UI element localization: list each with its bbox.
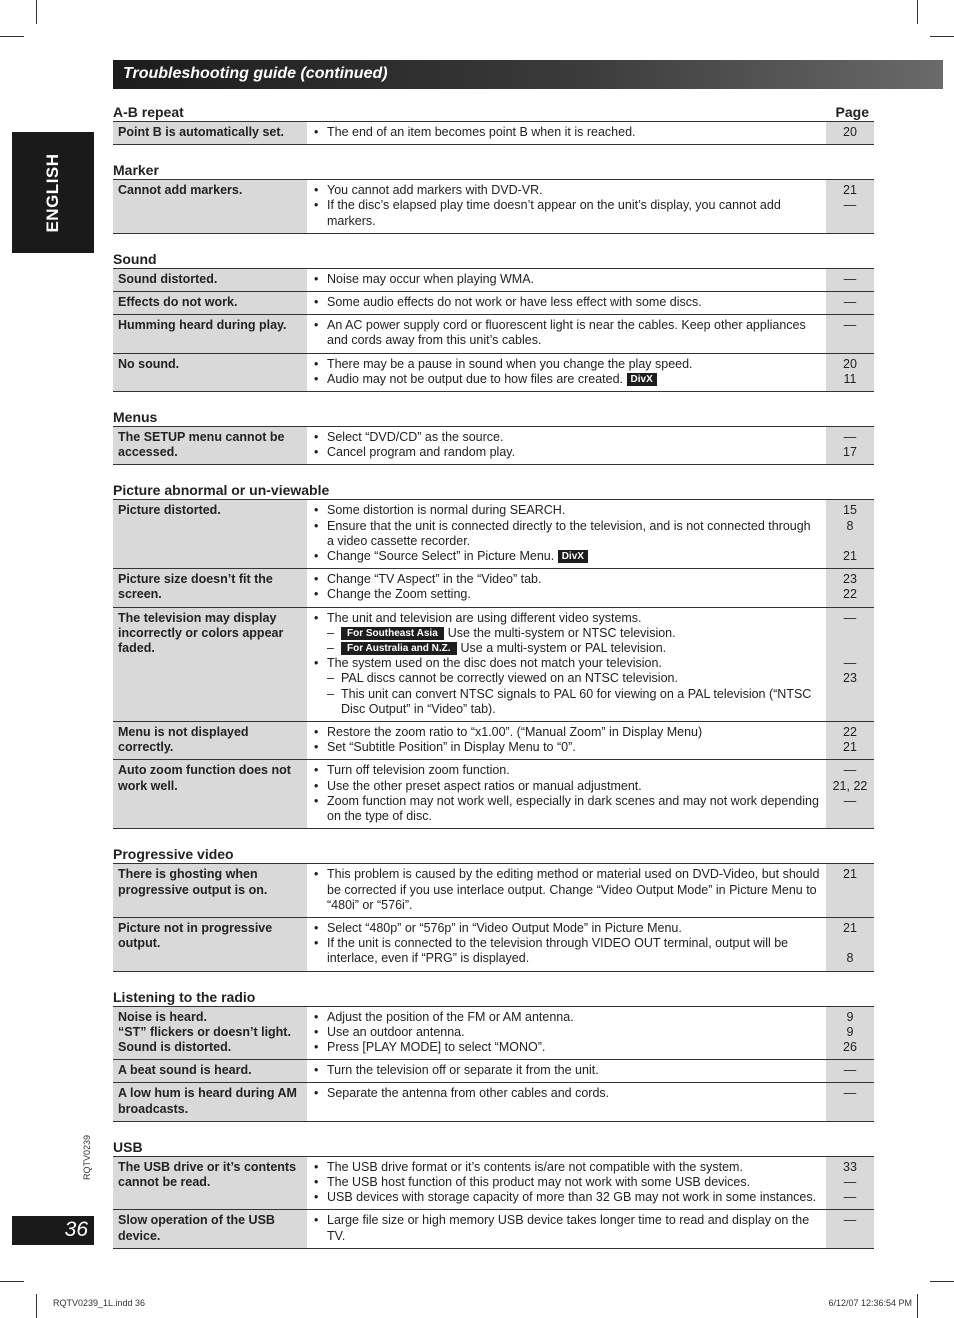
solution-cell <box>307 569 826 607</box>
troubleshooting-table <box>113 1006 874 1122</box>
solution-cell <box>307 353 826 391</box>
section-title: Progressive video <box>113 846 234 863</box>
page-ref-cell <box>826 292 874 315</box>
page-ref: 21 <box>843 920 857 935</box>
page-ref-cell <box>826 917 874 971</box>
problem-text: Sound distorted. <box>118 271 218 286</box>
solution-subitem <box>313 626 820 641</box>
page-ref-cell <box>826 569 874 607</box>
table-row <box>113 1060 874 1083</box>
troubleshooting-table <box>113 1156 874 1249</box>
solution-item <box>313 725 820 740</box>
troubleshooting-content <box>113 100 874 1249</box>
page-ref: 8 <box>846 951 854 966</box>
page-ref: — <box>843 1190 857 1205</box>
solution-text: Adjust the position of the FM or AM antenna. <box>327 1009 574 1024</box>
problem-text: Menu is not displayed correctly. <box>118 725 249 755</box>
section-header <box>113 842 874 862</box>
problem-cell <box>113 353 307 391</box>
region-tag: For Southeast Asia <box>341 627 444 640</box>
solution-cell <box>307 1060 826 1083</box>
solution-text: Some distortion is normal during SEARCH. <box>327 503 566 518</box>
solution-item <box>313 611 820 626</box>
section-gap <box>113 829 874 842</box>
page-ref: 11 <box>843 371 857 386</box>
page-ref: — <box>843 295 857 310</box>
solution-item <box>313 1213 820 1243</box>
solution-text: There may be a pause in sound when you change the play speed. <box>327 356 693 371</box>
section-title: Sound <box>113 250 157 267</box>
page-number: 36 <box>64 1218 88 1241</box>
section-header <box>113 1135 874 1155</box>
solution-cell <box>307 1083 826 1121</box>
solution-item <box>313 936 820 966</box>
footer-timestamp: 6/12/07 12:36:54 PM <box>828 1298 912 1308</box>
page-ref-cell <box>826 122 874 145</box>
solution-item <box>313 198 820 228</box>
solution-cell <box>307 760 826 829</box>
solution-cell <box>307 427 826 465</box>
solution-text: Ensure that the unit is connected directly to the television, and is not connected through a video cassette recorder. <box>327 518 811 548</box>
solution-text: If the disc’s elapsed play time doesn’t appear on the unit’s display, you cannot add markers. <box>327 198 781 228</box>
table-row <box>113 1083 874 1121</box>
page-ref: — <box>843 1086 857 1101</box>
page-ref: 8 <box>846 518 854 533</box>
solution-text: Turn off television zoom function. <box>327 763 510 778</box>
page-ref: 21 <box>843 183 857 198</box>
section-header <box>113 158 874 178</box>
table-row <box>113 1156 874 1210</box>
solution-text: Use a multi-system or PAL television. <box>460 641 667 656</box>
page-ref: 9 <box>846 1024 854 1039</box>
page-ref-cell <box>826 1060 874 1083</box>
solution-cell <box>307 122 826 145</box>
header-bar <box>113 60 943 89</box>
problem-cell <box>113 500 307 569</box>
page-ref: 15 <box>843 503 857 518</box>
solution-text: The USB host function of this product may not work with some USB devices. <box>327 1174 751 1189</box>
solution-item <box>313 1025 820 1040</box>
table-row <box>113 1006 874 1060</box>
table-row <box>113 917 874 971</box>
solution-item <box>313 572 820 587</box>
page-ref: — <box>843 271 857 286</box>
language-tab <box>12 132 94 253</box>
solution-item <box>313 656 820 671</box>
crop-mark <box>930 36 954 37</box>
solution-cell <box>307 180 826 234</box>
problem-cell <box>113 864 307 918</box>
problem-text: Picture not in progressive output. <box>118 920 273 951</box>
solution-text: Zoom function may not work well, especially in dark scenes and may not work depending on the type of disc. <box>327 793 819 824</box>
solution-cell <box>307 864 826 918</box>
problem-text: A low hum is heard during AM broadcasts. <box>118 1086 297 1116</box>
table-row <box>113 1210 874 1248</box>
problem-cell <box>113 760 307 829</box>
language-label: ENGLISH <box>43 152 62 233</box>
solution-cell <box>307 917 826 971</box>
troubleshooting-table <box>113 426 874 465</box>
table-row <box>113 569 874 607</box>
solution-text: Some audio effects do not work or have less effect with some discs. <box>327 295 702 310</box>
solution-text: Restore the zoom ratio to “x1.00”. (“Manual Zoom” in Display Menu) <box>327 725 703 740</box>
crop-mark <box>917 1294 918 1318</box>
solution-subitem <box>313 687 820 717</box>
problem-text: The television may display incorrectly or colors appear faded. <box>118 610 284 656</box>
solution-cell <box>307 607 826 721</box>
page-ref: — <box>843 1213 857 1228</box>
section-header <box>113 100 874 120</box>
page-ref-cell <box>826 315 874 353</box>
solution-cell <box>307 1210 826 1248</box>
crop-mark <box>36 0 37 24</box>
problem-cell <box>113 1156 307 1210</box>
problem-text: “ST” flickers or doesn’t light. <box>118 1024 291 1039</box>
page-ref: 9 <box>846 1009 854 1024</box>
solution-item <box>313 779 820 794</box>
solution-cell <box>307 292 826 315</box>
page-ref-cell <box>826 353 874 391</box>
section-gap <box>113 972 874 985</box>
solution-text: The system used on the disc does not match your television. <box>327 656 662 671</box>
troubleshooting-table <box>113 499 874 829</box>
problem-text: The SETUP menu cannot be accessed. <box>118 430 285 460</box>
page-ref: 23 <box>843 572 857 587</box>
page-number-box <box>12 1216 94 1245</box>
page-ref: 23 <box>843 671 857 686</box>
problem-text: Sound is distorted. <box>118 1039 232 1054</box>
page-ref: — <box>843 1174 857 1189</box>
problem-cell <box>113 268 307 291</box>
page-ref-cell <box>826 864 874 918</box>
solution-item <box>313 445 820 460</box>
solution-item <box>313 183 820 198</box>
section-title: Listening to the radio <box>113 988 256 1005</box>
solution-cell <box>307 315 826 353</box>
page-ref: — <box>843 763 857 778</box>
solution-text: Press [PLAY MODE] to select “MONO”. <box>327 1039 546 1054</box>
problem-cell <box>113 722 307 760</box>
solution-item <box>313 1010 820 1025</box>
page-ref: 33 <box>843 1159 857 1174</box>
page-ref: 22 <box>843 587 857 602</box>
problem-text: Auto zoom function does not work well. <box>118 763 291 793</box>
page-ref-cell <box>826 500 874 569</box>
solution-text: Large file size or high memory USB device takes longer time to read and display on the TV. <box>327 1213 810 1243</box>
solution-text: Change “Source Select” in Picture Menu. <box>327 549 555 564</box>
solution-item <box>313 503 820 518</box>
page-ref: 21, 22 <box>832 778 868 793</box>
solution-item <box>313 519 820 549</box>
page-ref-cell <box>826 607 874 721</box>
section-header <box>113 247 874 267</box>
solution-subitem <box>313 671 820 686</box>
solution-item <box>313 357 820 372</box>
table-row <box>113 500 874 569</box>
page-ref: 21 <box>843 867 857 882</box>
problem-cell <box>113 569 307 607</box>
solution-item <box>313 794 820 824</box>
solution-item <box>313 921 820 936</box>
page-ref-cell <box>826 180 874 234</box>
format-tag: DivX <box>627 373 657 386</box>
footer-file: RQTV0239_1L.indd 36 <box>53 1298 146 1308</box>
page-ref-cell <box>826 268 874 291</box>
section-title: Picture abnormal or un-viewable <box>113 482 330 499</box>
crop-mark <box>917 0 918 24</box>
section-gap <box>113 392 874 405</box>
problem-cell <box>113 122 307 145</box>
solution-text: If the unit is connected to the television through VIDEO OUT terminal, output will be interlace, even if “PRG” is displayed. <box>327 936 789 966</box>
solution-text: USB devices with storage capacity of more than 32 GB may not work in some instances. <box>327 1190 817 1205</box>
solution-text: Use an outdoor antenna. <box>327 1024 465 1039</box>
section-header <box>113 478 874 498</box>
crop-mark <box>0 1281 24 1282</box>
page-ref: 21 <box>843 740 857 755</box>
problem-cell <box>113 1083 307 1121</box>
table-row <box>113 268 874 291</box>
section-title: USB <box>113 1138 143 1155</box>
solution-text: Use the other preset aspect ratios or manual adjustment. <box>327 778 642 793</box>
solution-item <box>313 430 820 445</box>
problem-text: Picture size doesn’t fit the screen. <box>118 572 273 602</box>
page-ref: — <box>843 656 857 671</box>
problem-cell <box>113 292 307 315</box>
crop-mark <box>0 36 24 37</box>
table-row <box>113 607 874 721</box>
solution-text: Cancel program and random play. <box>327 445 516 460</box>
solution-subitem <box>313 641 820 656</box>
solution-text: Separate the antenna from other cables and cords. <box>327 1086 610 1101</box>
page-ref: — <box>843 793 857 808</box>
solution-text: Change “TV Aspect” in the “Video” tab. <box>327 572 542 587</box>
solution-cell <box>307 1156 826 1210</box>
page-ref: — <box>843 610 857 625</box>
problem-cell <box>113 1210 307 1248</box>
section-title: Marker <box>113 162 159 179</box>
problem-text: Effects do not work. <box>118 295 238 310</box>
page-ref: — <box>843 1063 857 1078</box>
solution-item <box>313 763 820 778</box>
section-header <box>113 405 874 425</box>
solution-item <box>313 372 820 387</box>
section-gap <box>113 1122 874 1135</box>
page-ref: — <box>843 318 857 333</box>
problem-text: Point B is automatically set. <box>118 125 285 139</box>
table-row <box>113 427 874 465</box>
page-ref-cell <box>826 1083 874 1121</box>
solution-text: The end of an item becomes point B when it is reached. <box>327 125 636 139</box>
format-tag: DivX <box>558 550 588 563</box>
page-ref: 20 <box>843 125 857 139</box>
solution-text: An AC power supply cord or fluorescent light is near the cables. Keep other appliances and cords away from this unit’s cables. <box>327 318 806 348</box>
problem-text: Noise is heard. <box>118 1009 207 1024</box>
problem-cell <box>113 1060 307 1083</box>
page-ref-cell <box>826 427 874 465</box>
solution-item <box>313 1086 820 1101</box>
page-ref <box>826 641 874 656</box>
solution-text: This unit can convert NTSC signals to PAL 60 for viewing on a PAL television (“NTSC Disc Output” in “Video” tab). <box>341 686 812 716</box>
solution-item <box>313 1190 820 1205</box>
page-ref: 26 <box>843 1039 857 1054</box>
problem-text: Picture distorted. <box>118 503 221 518</box>
table-row <box>113 760 874 829</box>
troubleshooting-table <box>113 121 874 145</box>
table-row <box>113 180 874 234</box>
solution-text: You cannot add markers with DVD-VR. <box>327 183 543 198</box>
table-row <box>113 292 874 315</box>
problem-cell <box>113 427 307 465</box>
solution-item <box>313 587 820 602</box>
crop-mark <box>930 1281 954 1282</box>
page-ref-cell <box>826 1210 874 1248</box>
problem-cell <box>113 1006 307 1060</box>
page-ref-cell <box>826 722 874 760</box>
solution-text: The USB drive format or it’s contents is/are not compatible with the system. <box>327 1159 743 1174</box>
solution-item <box>313 867 820 913</box>
solution-text: Turn the television off or separate it from the unit. <box>327 1063 599 1078</box>
problem-cell <box>113 917 307 971</box>
section-title: Menus <box>113 409 158 426</box>
problem-cell <box>113 180 307 234</box>
section-gap <box>113 234 874 247</box>
page-ref-cell <box>826 760 874 829</box>
solution-item <box>313 549 820 564</box>
page-column-header: Page <box>835 104 869 120</box>
solution-text: Use the multi-system or NTSC television. <box>447 625 676 640</box>
problem-text: Cannot add markers. <box>118 183 243 198</box>
solution-text: Audio may not be output due to how files are created. <box>327 371 624 386</box>
solution-item <box>313 125 820 140</box>
table-row <box>113 122 874 145</box>
page-ref: — <box>843 430 857 445</box>
section-header <box>113 985 874 1005</box>
page-ref: 21 <box>843 549 857 564</box>
solution-text: Select “480p” or “576p” in “Video Output Mode” in Picture Menu. <box>327 920 682 935</box>
section-gap <box>113 465 874 478</box>
side-code: RQTV0239 <box>82 1134 92 1180</box>
region-tag: For Australia and N.Z. <box>341 642 457 655</box>
page-ref: 17 <box>843 445 857 460</box>
solution-text: This problem is caused by the editing method or material used on DVD-Video, but should be corrected if you use interlace output. Change “Video Output Mode” in Picture Menu to “480i” or “576i”. <box>327 867 820 912</box>
page-ref <box>826 936 874 951</box>
problem-cell <box>113 315 307 353</box>
table-row <box>113 722 874 760</box>
page-ref-cell <box>826 1006 874 1060</box>
problem-text: There is ghosting when progressive output is on. <box>118 867 268 897</box>
solution-cell <box>307 722 826 760</box>
solution-item <box>313 1040 820 1055</box>
troubleshooting-table <box>113 179 874 234</box>
solution-text: Change the Zoom setting. <box>327 587 471 602</box>
crop-mark <box>36 1294 37 1318</box>
problem-text: No sound. <box>118 356 180 371</box>
page-ref <box>826 626 874 641</box>
problem-text: Humming heard during play. <box>118 318 287 333</box>
solution-item <box>313 272 820 287</box>
table-row <box>113 315 874 353</box>
table-row <box>113 864 874 918</box>
solution-text: PAL discs cannot be correctly viewed on an NTSC television. <box>341 671 678 686</box>
page-title: Troubleshooting guide (continued) <box>123 65 388 82</box>
page-ref-cell <box>826 1156 874 1210</box>
solution-item <box>313 1063 820 1078</box>
solution-item <box>313 1160 820 1175</box>
solution-cell <box>307 500 826 569</box>
page-ref: — <box>843 198 857 213</box>
solution-cell <box>307 1006 826 1060</box>
troubleshooting-table <box>113 863 874 971</box>
problem-cell <box>113 607 307 721</box>
problem-text: A beat sound is heard. <box>118 1063 252 1078</box>
problem-text: The USB drive or it’s contents cannot be read. <box>118 1159 297 1189</box>
page-ref: 20 <box>843 356 857 371</box>
solution-item <box>313 1175 820 1190</box>
section-title: A-B repeat <box>113 104 184 120</box>
problem-text: Slow operation of the USB device. <box>118 1213 275 1243</box>
solution-text: The unit and television are using different video systems. <box>327 610 642 625</box>
section-gap <box>113 145 874 158</box>
solution-text: Select “DVD/CD” as the source. <box>327 430 504 445</box>
solution-item <box>313 318 820 348</box>
solution-item <box>313 740 820 755</box>
solution-item <box>313 295 820 310</box>
page-ref <box>826 534 874 549</box>
table-row <box>113 353 874 391</box>
page-ref: 22 <box>843 725 857 740</box>
solution-text: Noise may occur when playing WMA. <box>327 271 535 286</box>
troubleshooting-table <box>113 268 874 392</box>
solution-cell <box>307 268 826 291</box>
solution-text: Set “Subtitle Position” in Display Menu to “0”. <box>327 740 576 755</box>
